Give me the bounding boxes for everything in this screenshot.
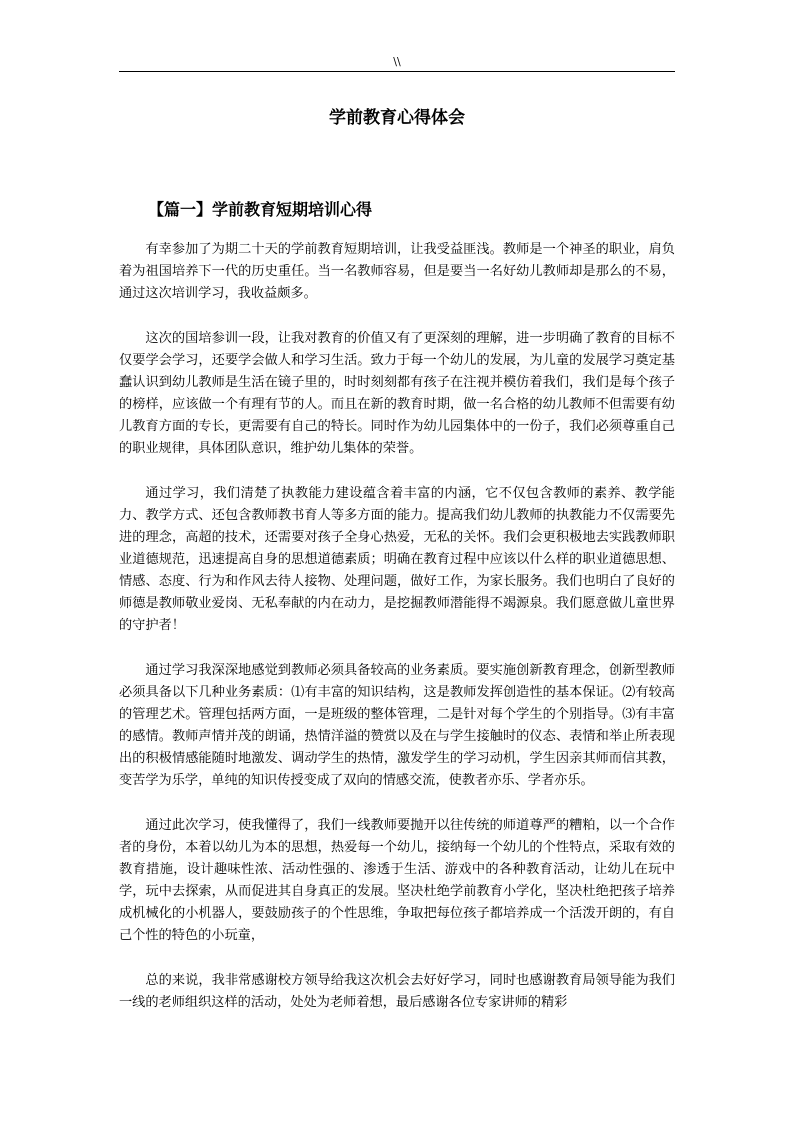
page-title: 学前教育心得体会 bbox=[329, 108, 465, 128]
paragraph: 通过学习我深深地感觉到教师必须具备较高的业务素质。要实施创新教育理念，创新型教师必须具备以下几种业务素质：⑴有丰富的知识结构，这是教师发挥创造性的基本保证。⑵有较高的管理艺术。管理包括两方面，一是班级的整体管理，二是针对每个学生的个别指导。⑶有丰富的感情。教师声情并茂的朗诵，热情洋溢的赞赏以及在与学生接触时的仪态、表情和举止所表现出的积极情感能随时地激发、调动学生的热情，激发学生的学习动机，学生因亲其师而信其教，变苦学为乐学，单纯的知识传授变成了双向的情感交流，使教者亦乐、学者亦乐。 bbox=[119, 663, 675, 788]
paragraph: 通过此次学习，使我懂得了，我们一线教师要抛开以往传统的师道尊严的糟粕，以一个合作者的身份，本着以幼儿为本的思想，热爱每一个幼儿，接纳每一个幼儿的个性特点，采取有效的教育措施，设计趣味性浓、活动性强的、渗透于生活、游戏中的各种教育活动，让幼儿在玩中学，玩中去探索，从而促进其自身真正的发展。坚决杜绝学前教育小学化，坚决杜绝把孩子培养成机械化的小机器人，要鼓励孩子的个性思维，争取把每位孩子都培养成一个活泼开朗的，有自己个性的特色的小玩童， bbox=[119, 818, 675, 943]
paragraph: 有幸参加了为期二十天的学前教育短期培训，让我受益匪浅。教师是一个神圣的职业，肩负着为祖国培养下一代的历史重任。当一名教师容易，但是要当一名好幼儿教师却是那么的不易，通过这次培训学习，我收益颇多。 bbox=[119, 242, 675, 301]
paragraph: 通过学习，我们清楚了执教能力建设蕴含着丰富的内涵，它不仅包含教师的素养、教学能力、教学方式、还包含教师教书育人等多方面的能力。提高我们幼儿教师的执教能力不仅需要先进的理念，高超的技术，还需要对孩子全身心热爱，无私的关怀。我们会更积极地去实践教师职业道德规范，迅速提高自身的思想道德素质；明确在教育过程中应该以什么样的职业道德思想、情感、态度、行为和作风去待人接物、处理问题，做好工作，为家长服务。我们也明白了良好的师德是教师敬业爱岗、无私奉献的内在动力，是挖掘教师潜能得不竭源泉。我们愿意做儿童世界的守护者！ bbox=[119, 486, 675, 633]
paragraph: 这次的国培参训一段，让我对教育的价值又有了更深刻的理解，进一步明确了教育的目标不仅要学会学习，还要学会做人和学习生活。致力于每一个幼儿的发展，为儿童的发展学习奠定基蠢认识到幼儿教师是生活在镜子里的，时时刻刻都有孩子在注视并模仿着我们，我们是每个孩子的榜样，应该做一个有理有节的人。而且在新的教育时期，做一名合格的幼儿教师不但需要有幼儿教育方面的专长，更需要有自己的特长。同时作为幼儿园集体中的一份子，我们必须尊重自己的职业规律，具体团队意识，维护幼儿集体的荣誉。 bbox=[119, 331, 675, 456]
paragraph: 总的来说，我非常感谢校方领导给我这次机会去好好学习，同时也感谢教育局领导能为我们一线的老师组织这样的活动，处处为老师着想，最后感谢各位专家讲师的精彩 bbox=[119, 973, 675, 1010]
header-divider bbox=[119, 71, 675, 72]
document-body bbox=[119, 239, 675, 1037]
header-mark: \\ bbox=[393, 55, 401, 68]
section-heading: 【篇一】学前教育短期培训心得 bbox=[148, 200, 373, 219]
